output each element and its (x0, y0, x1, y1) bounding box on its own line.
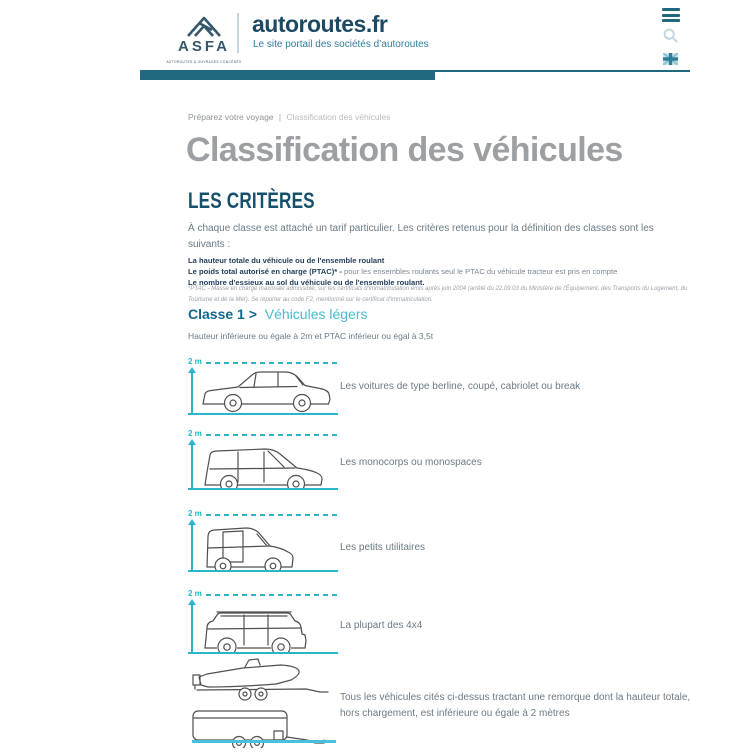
height-diagram (188, 357, 338, 415)
sedan-icon (200, 363, 335, 413)
vehicle-row-small-van (188, 509, 690, 572)
height-diagram (188, 509, 338, 572)
uk-flag-icon[interactable] (663, 53, 678, 65)
classe-condition: Hauteur inférieure ou égale à 2m et PTAC inférieur ou égal à 3,5t (188, 331, 434, 341)
criteria-item: Le nombre d'essieux au sol du véhicule ou de l'ensemble roulant. (188, 277, 425, 287)
menu-icon[interactable] (662, 8, 680, 22)
vehicle-row-minivan (188, 429, 690, 490)
height-dashed-line (206, 514, 338, 516)
height-arrow (191, 521, 193, 570)
ground-line (188, 413, 338, 415)
criteria-item: La hauteur totale du véhicule ou de l'ensemble roulant (188, 256, 385, 265)
height-arrow (191, 441, 193, 488)
intro-paragraph: À chaque classe est attaché un tarif particulier. Les critères retenus pour la définition des classes sont les suivants : (188, 223, 654, 250)
breadcrumb (188, 112, 390, 122)
ground-line (188, 570, 338, 572)
ground-line (188, 488, 338, 490)
vehicle-row-trailer (188, 658, 690, 748)
breadcrumb-separator: | (278, 112, 282, 122)
ptac-footnote: *PTAC - Masse en charge maximale admissible, sur les certificats d'immatriculation émis après juin 2004 (arrêté du 22.09.03 du Ministère de l'Équipement, des Transports du Logement, du Tourisme et de la Mer). Se reporter au code F2, mentionné sur le certificat d'immatriculation. (188, 286, 688, 303)
svg-text:ASFA: ASFA (177, 38, 231, 55)
classe-name[interactable]: Véhicules légers (264, 306, 368, 322)
vehicle-description: Les monocorps ou monospaces (340, 457, 482, 468)
vehicle-row-sedan (188, 357, 690, 415)
height-dashed-line (206, 434, 338, 436)
header-accent-bar (140, 70, 435, 80)
header-accent-line (435, 70, 690, 72)
ground-line (188, 652, 338, 654)
criteria-item: Le poids total autorisé en charge (PTAC)* - pour les ensembles roulants seul le PTAC du véhicule tracteur est pris en compte (188, 266, 618, 276)
vehicle-description: Les voitures de type berline, coupé, cabriolet ou break (340, 381, 581, 392)
height-label: 2 m (188, 357, 202, 366)
height-label: 2 m (188, 589, 202, 598)
site-subtitle: Le site portail des sociétés d’autoroutes (253, 39, 429, 50)
height-label: 2 m (188, 429, 202, 438)
trailer-underline (192, 740, 336, 743)
classe-label[interactable]: Classe 1 > (188, 306, 257, 322)
height-label: 2 m (188, 509, 202, 518)
height-diagram (188, 429, 338, 490)
asfa-logo-caption: AUTOROUTES & OUVRAGES CONCÉDÉS (166, 60, 242, 64)
page-title: Classification des véhicules (186, 131, 623, 169)
site-title[interactable]: autoroutes.fr (252, 11, 388, 37)
asfa-logo[interactable] (152, 10, 256, 64)
vehicle-description: La plupart des 4x4 (340, 620, 423, 631)
vehicle-description: Les petits utilitaires (340, 542, 426, 553)
vehicle-row-suv (188, 589, 690, 654)
height-arrow (191, 601, 193, 652)
breadcrumb-parent[interactable]: Préparez votre voyage (188, 112, 274, 122)
trailer-diagram (188, 658, 338, 753)
header-divider (237, 13, 239, 53)
height-dashed-line (206, 594, 338, 596)
search-icon[interactable] (663, 28, 678, 43)
height-arrow (191, 369, 193, 413)
header-icons (662, 8, 682, 70)
section-title: LES CRITÈRES (188, 188, 315, 213)
breadcrumb-current: Classification des véhicules (286, 112, 391, 122)
suv-icon (200, 602, 322, 652)
minivan-icon (200, 441, 332, 488)
boat-trailer-icon (188, 658, 338, 702)
classe-heading (188, 306, 368, 322)
small-van-icon (200, 518, 318, 570)
vehicle-description: Tous les véhicules cités ci-dessus tractant une remorque dont la hauteur totale, hors chargement, est inférieure ou égale à 2 mètres (340, 692, 691, 719)
height-diagram (188, 589, 338, 654)
asfa-logo-icon (152, 10, 256, 56)
